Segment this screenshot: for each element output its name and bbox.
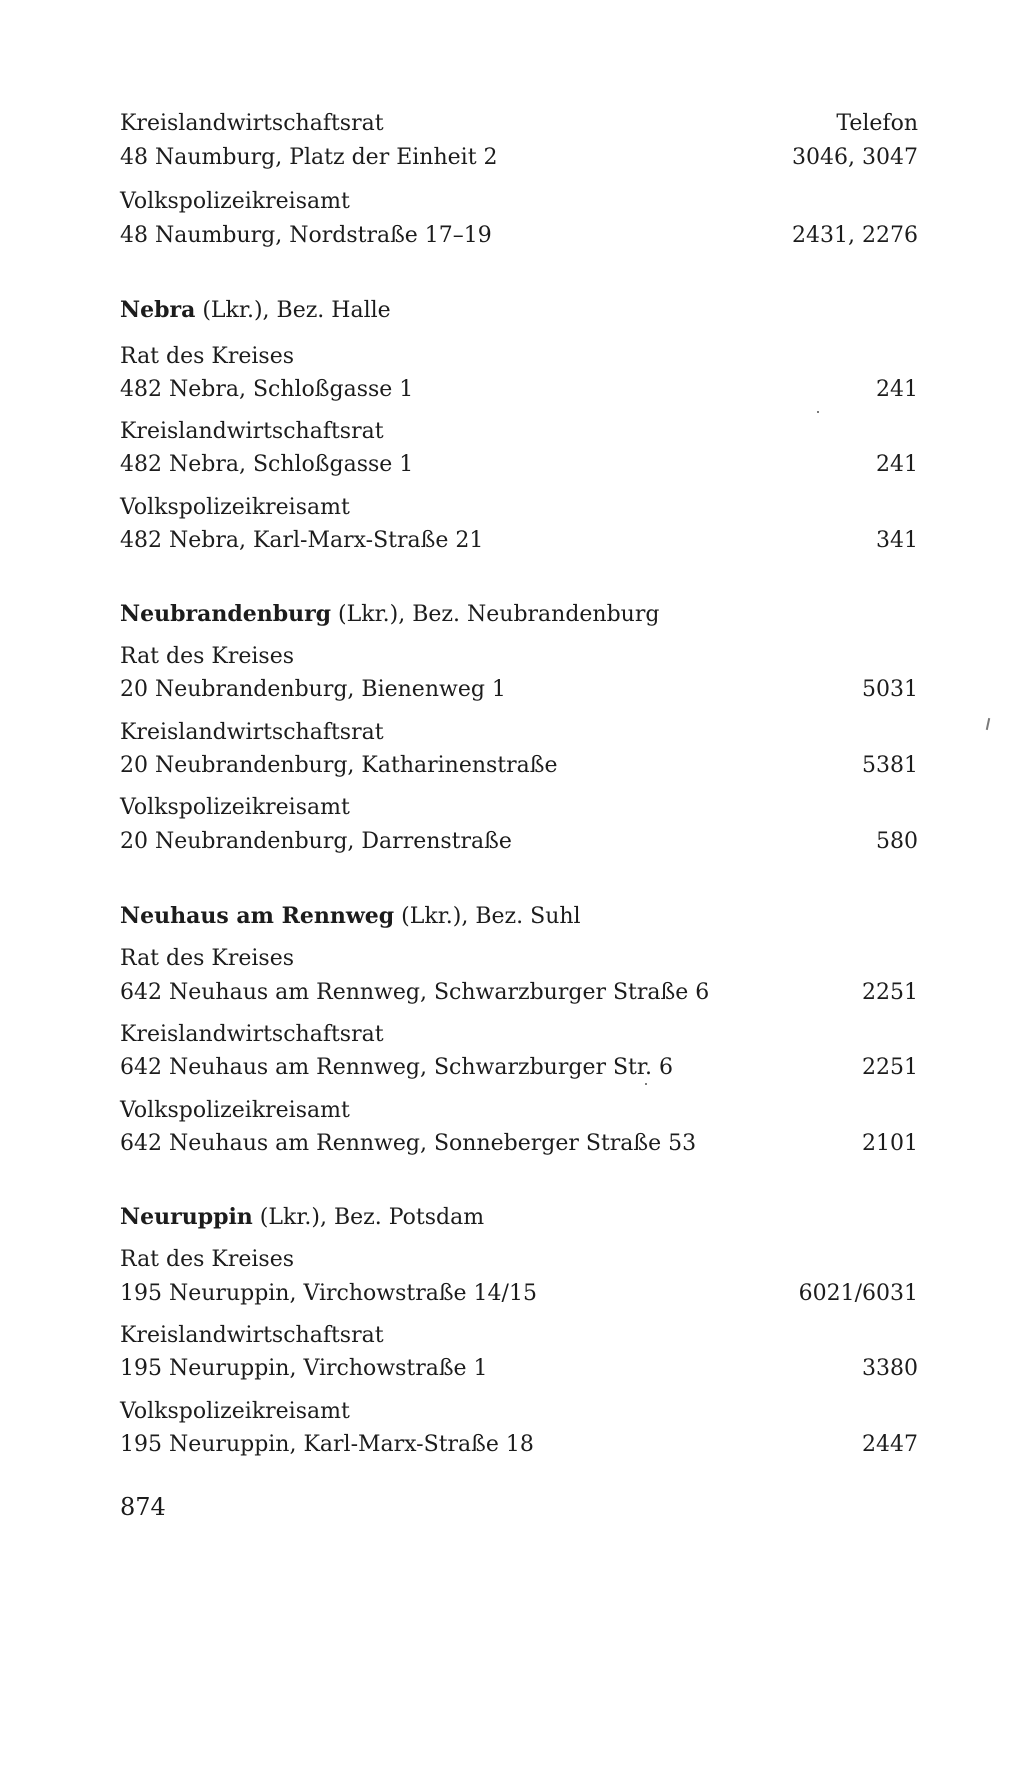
office-row xyxy=(120,716,918,750)
address-row xyxy=(120,524,918,558)
phone-number: 580 xyxy=(876,829,918,854)
office-row xyxy=(120,1319,918,1353)
office-row xyxy=(120,185,918,219)
office-row xyxy=(120,640,918,674)
office-name: Rat des Kreises xyxy=(120,1247,295,1272)
address-text: 20 Neubrandenburg, Bienenweg 1 xyxy=(120,677,506,702)
phone-number: 241 xyxy=(876,377,918,402)
office-name: Kreislandwirtschaftsrat xyxy=(120,111,384,136)
office-name: Rat des Kreises xyxy=(120,344,295,369)
phone-number: 241 xyxy=(876,452,918,477)
district-title xyxy=(120,597,659,632)
office-name: Volkspolizeikreisamt xyxy=(120,189,350,214)
office-name: Kreislandwirtschaftsrat xyxy=(120,1323,384,1348)
address-row xyxy=(120,749,918,783)
address-row xyxy=(120,1127,918,1161)
address-text: 48 Naumburg, Nordstraße 17–19 xyxy=(120,223,492,248)
address-text: 482 Nebra, Schloßgasse 1 xyxy=(120,377,414,402)
scan-speck xyxy=(986,718,990,730)
address-text: 482 Nebra, Karl-Marx-Straße 21 xyxy=(120,528,484,553)
address-row xyxy=(120,141,918,175)
office-row xyxy=(120,1243,918,1277)
district-title xyxy=(120,293,391,328)
address-text: 195 Neuruppin, Virchowstraße 14/15 xyxy=(120,1281,537,1306)
address-row xyxy=(120,1277,918,1311)
district-suffix: (Lkr.), Bez. Halle xyxy=(195,298,391,323)
office-row xyxy=(120,1018,918,1052)
district-heading xyxy=(120,899,918,933)
district-name: Nebra xyxy=(120,297,196,323)
address-row xyxy=(120,673,918,707)
office-row xyxy=(120,340,918,374)
office-name: Volkspolizeikreisamt xyxy=(120,1399,350,1424)
address-row xyxy=(120,1051,918,1085)
address-text: 642 Neuhaus am Rennweg, Schwarzburger Str. 6 xyxy=(120,1055,673,1080)
district-suffix: (Lkr.), Bez. Suhl xyxy=(394,904,581,929)
district-heading xyxy=(120,597,918,631)
district-title xyxy=(120,899,581,934)
district-suffix: (Lkr.), Bez. Neubrandenburg xyxy=(331,602,660,627)
district-name: Neubrandenburg xyxy=(120,601,332,627)
address-text: 195 Neuruppin, Virchowstraße 1 xyxy=(120,1356,488,1381)
phone-number: 2101 xyxy=(862,1131,918,1156)
address-text: 195 Neuruppin, Karl-Marx-Straße 18 xyxy=(120,1432,534,1457)
district-name: Neuruppin xyxy=(120,1204,253,1230)
office-name: Volkspolizeikreisamt xyxy=(120,1098,350,1123)
address-text: 642 Neuhaus am Rennweg, Sonneberger Straße 53 xyxy=(120,1131,697,1156)
office-row xyxy=(120,415,918,449)
address-text: 20 Neubrandenburg, Katharinenstraße xyxy=(120,753,558,778)
office-name: Rat des Kreises xyxy=(120,946,295,971)
address-row xyxy=(120,825,918,859)
office-row xyxy=(120,491,918,525)
phone-number: 5381 xyxy=(862,753,918,778)
address-text: 20 Neubrandenburg, Darrenstraße xyxy=(120,829,512,854)
scan-speck xyxy=(817,411,819,413)
address-row xyxy=(120,976,918,1010)
address-text: 642 Neuhaus am Rennweg, Schwarzburger Straße 6 xyxy=(120,980,710,1005)
office-row xyxy=(120,1094,918,1128)
telefon-label: Telefon xyxy=(836,111,918,136)
office-name: Kreislandwirtschaftsrat xyxy=(120,720,384,745)
office-row xyxy=(120,942,918,976)
page-number: 874 xyxy=(120,1493,166,1521)
address-text: 482 Nebra, Schloßgasse 1 xyxy=(120,452,414,477)
phone-number: 2251 xyxy=(862,980,918,1005)
address-row xyxy=(120,373,918,407)
phone-number: 2447 xyxy=(862,1432,918,1457)
phone-number: 2431, 2276 xyxy=(792,223,918,248)
address-row xyxy=(120,448,918,482)
office-name: Kreislandwirtschaftsrat xyxy=(120,1022,384,1047)
phone-number: 3046, 3047 xyxy=(792,145,918,170)
district-title xyxy=(120,1200,484,1235)
address-text: 48 Naumburg, Platz der Einheit 2 xyxy=(120,145,498,170)
phone-number: 2251 xyxy=(862,1055,918,1080)
office-name: Rat des Kreises xyxy=(120,644,295,669)
address-row xyxy=(120,1428,918,1462)
district-suffix: (Lkr.), Bez. Potsdam xyxy=(252,1205,485,1230)
phone-number: 341 xyxy=(876,528,918,553)
address-row xyxy=(120,219,918,253)
office-name: Volkspolizeikreisamt xyxy=(120,795,350,820)
office-name: Volkspolizeikreisamt xyxy=(120,495,350,520)
office-row xyxy=(120,107,918,141)
address-row xyxy=(120,1352,918,1386)
district-heading xyxy=(120,293,918,327)
district-heading xyxy=(120,1200,918,1234)
phone-number: 5031 xyxy=(862,677,918,702)
district-name: Neuhaus am Rennweg xyxy=(120,903,395,929)
phone-number: 3380 xyxy=(862,1356,918,1381)
phone-number: 6021/6031 xyxy=(798,1281,918,1306)
scan-speck xyxy=(645,1083,647,1085)
office-row xyxy=(120,791,918,825)
office-name: Kreislandwirtschaftsrat xyxy=(120,419,384,444)
office-row xyxy=(120,1395,918,1429)
